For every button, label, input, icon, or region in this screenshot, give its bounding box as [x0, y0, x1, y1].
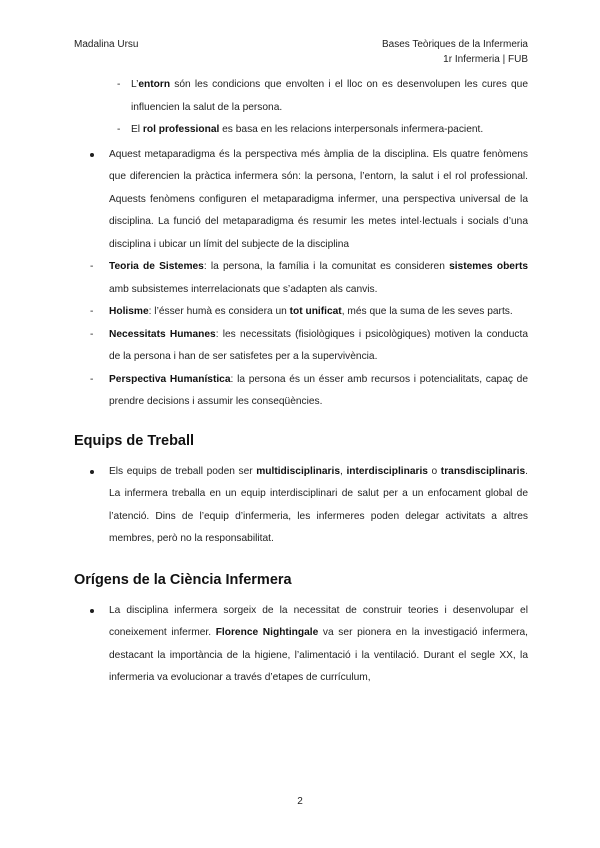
- dash-marker: -: [117, 79, 121, 90]
- list-item-necessitats-humanes: - Necessitats Humanes: les necessitats (fisiològiques i psicològiques) motiven la conducta de la persona i han de ser satisfetes per a la supervivència.: [74, 324, 528, 369]
- list-item-origens: La disciplina infermera sorgeix de la necessitat de construir teories i desenvolupar el coneixement infermer. Florence Nightingale va ser pionera en la investigació infermera, destacant la importància de la higiene, l’alimentació i la ventilació. Durant el segle XX, la infermeria va evolucionar a través d’etapes de currículum,: [74, 600, 528, 690]
- term-florence-nightingale: Florence Nightingale: [215, 627, 319, 638]
- list-item-perspectiva-humanistica: - Perspectiva Humanística: la persona és un ésser amb recursos i potencialitats, capaç de prendre decisions i assumir les conseqüències.: [74, 369, 528, 414]
- term-perspectiva-humanistica: Perspectiva Humanística: [109, 373, 231, 385]
- term-entorn: entorn: [138, 79, 171, 90]
- list-item-equips: Els equips de treball poden ser multidisciplinaris, interdisciplinaris o transdisciplinaris. La infermera treballa en un equip interdisciplinari de salut per a un enfocament global de l’atenció. Dins de l’equip d’infermeria, les infermeres poden delegar activitats a altres membres, però no la responsabilitat.: [74, 461, 528, 551]
- term-necessitats-humanes: Necessitats Humanes: [109, 328, 216, 340]
- document-body: [74, 74, 528, 690]
- term-sistemes-oberts: sistemes oberts: [449, 261, 528, 272]
- list-item-holisme: - Holisme: l’ésser humà es considera un tot unificat, més que la suma de les seves parts.: [74, 301, 528, 324]
- page-number: 2: [297, 796, 303, 807]
- term-tot-unificat: tot unificat: [289, 306, 342, 317]
- list-item-metaparadigma: [74, 144, 528, 257]
- header-course: [382, 37, 528, 67]
- term-holisme: Holisme: [109, 306, 149, 317]
- paragraph-metaparadigma: Aquest metaparadigma és la perspectiva més àmplia de la disciplina. Els quatre fenòmens que diferencien la pràctica infermera són: la persona, l’entorn, la salut i el rol professional. Aquests fenòmens configuren el metaparadigma infermer, una perspectiva universal de la disciplina. La funció del metaparadigma és resumir les metes intel·lectuals i socials d’una disciplina i ubicar un límit del subjecte de la disciplina: [109, 148, 528, 250]
- header-course-sub: 1r Infermeria | FUB: [443, 54, 528, 65]
- term-transdisciplinaris: transdisciplinaris: [440, 465, 526, 477]
- bullet-icon: [90, 470, 94, 474]
- list-item-entorn: - L’entorn són les condicions que envolten i el lloc on es desenvolupen les cures que influencien la salut de la persona.: [74, 74, 528, 119]
- heading-equips-treball: Equips de Treball: [74, 432, 195, 449]
- dash-marker: -: [90, 373, 94, 385]
- header-course-title: Bases Teòriques de la Infermeria: [381, 39, 528, 50]
- term-interdisciplinaris: interdisciplinaris: [346, 465, 428, 477]
- dash-marker: -: [117, 124, 121, 135]
- dash-marker: -: [90, 328, 94, 340]
- term-multidisciplinaris: multidisciplinaris: [256, 465, 341, 477]
- header-author: Madalina Ursu: [74, 39, 139, 50]
- heading-origens: Orígens de la Ciència Infermera: [74, 571, 292, 588]
- list-item-teoria-sistemes: - Teoria de Sistemes: la persona, la família i la comunitat es consideren sistemes oberts amb subsistemes interrelacionats que s’adapten als canvis.: [74, 256, 528, 301]
- term-rol-professional: rol professional: [142, 124, 220, 135]
- list-item-rol-professional: - El rol professional es basa en les relacions interpersonals infermera-pacient.: [74, 119, 528, 142]
- dash-marker: -: [90, 306, 94, 317]
- bullet-icon: [90, 153, 94, 157]
- bullet-icon: [90, 609, 94, 613]
- term-teoria-sistemes: Teoria de Sistemes: [109, 261, 204, 272]
- dash-marker: -: [90, 261, 94, 272]
